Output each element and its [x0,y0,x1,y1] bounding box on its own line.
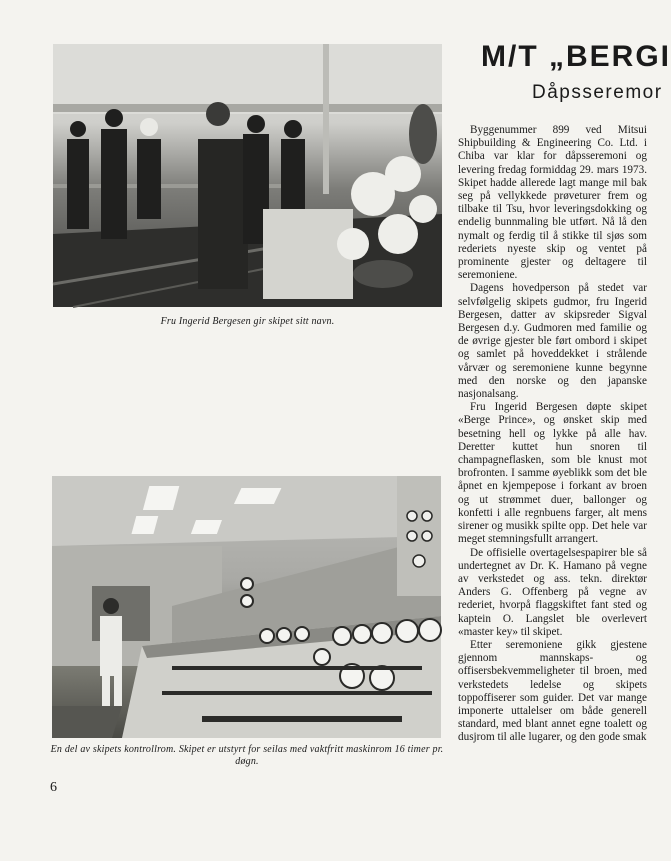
article-title: M/T „BERGI [481,40,671,73]
article-paragraph: Fru Ingerid Bergesen døpte skipet «Berge Prince», og ønsket skip med besetning hell og lykke på alle hav. Deretter kuttet hun snoren til champagneflasken, som ble knust mot brofronten. I samme øyeblikk som det ble åpnet en kjempepose i forkant av broen og ut strømmet duer, ballonger og konfetti i alle regnbuens farger, alt mens sirener og musikk spilte opp. Det hele var meget stemningsfullt arrangert. [458,401,647,546]
control-room-photo-caption: En del av skipets kontrollrom. Skipet er utstyrt for seilas med vaktfritt maskinrom 16 timer pr. døgn. [50,744,444,767]
article-body [458,124,647,745]
article-paragraph: Dagens hovedperson på stedet var selvfølgelig skipets gudmor, fru Ingerid Bergesen, datter av skipsreder Sigval Bergesen d.y. Gudmoren med familie og de øvrige gjester ble ført ombord i skipet og samlet på hoveddekket i strålende vårvær og seremoniene kunne begynne med den norske og den japanske nasjonalsang. [458,282,647,401]
article-subtitle: Dåpsseremor [532,82,663,103]
page-number: 6 [50,780,57,795]
control-room-photo [52,476,441,738]
article-paragraph: De offisielle overtagelsespapirer ble så undertegnet av Dr. K. Hamano på vegne av verkstedet og ass. tekn. direktør Anders G. Offenberg på vegne av rederiet, hvorpå flaggskiftet fant sted og kaptein O. Langslet ble overlevert «master key» til skipet. [458,546,647,638]
article-paragraph: Byggenummer 899 ved Mitsui Shipbuilding & Engineering Co. Ltd. i Chiba var klar for dåpsseremoni og levering fredag formiddag 29. mars 1973. Skipet hadde allerede lagt mange mil bak seg på vellykkede prøveturer frem og tilbake til Tsu, hvor leveringsdokking og endelig bunnmaling ble utført. Nå lå den nymalt og ferdig til å stikke til sjøs som rederiets nyeste skip og ventet på prominente gjester og deltagere til seremoniene. [458,124,647,282]
christening-photo [53,44,442,307]
article-paragraph: Etter seremoniene gikk gjestene gjennom mannskaps- og offisersbekvemmeligheter til broen, med verkstedets ledelse og skipets toppoffiserer som guider. Det var mange imponerte uttalelser om både generell standard, med blant annet egne toalett og dusjrom til alle lugarer, og den gode smak [458,638,647,744]
christening-photo-caption: Fru Ingerid Bergesen gir skipet sitt navn. [160,316,335,327]
